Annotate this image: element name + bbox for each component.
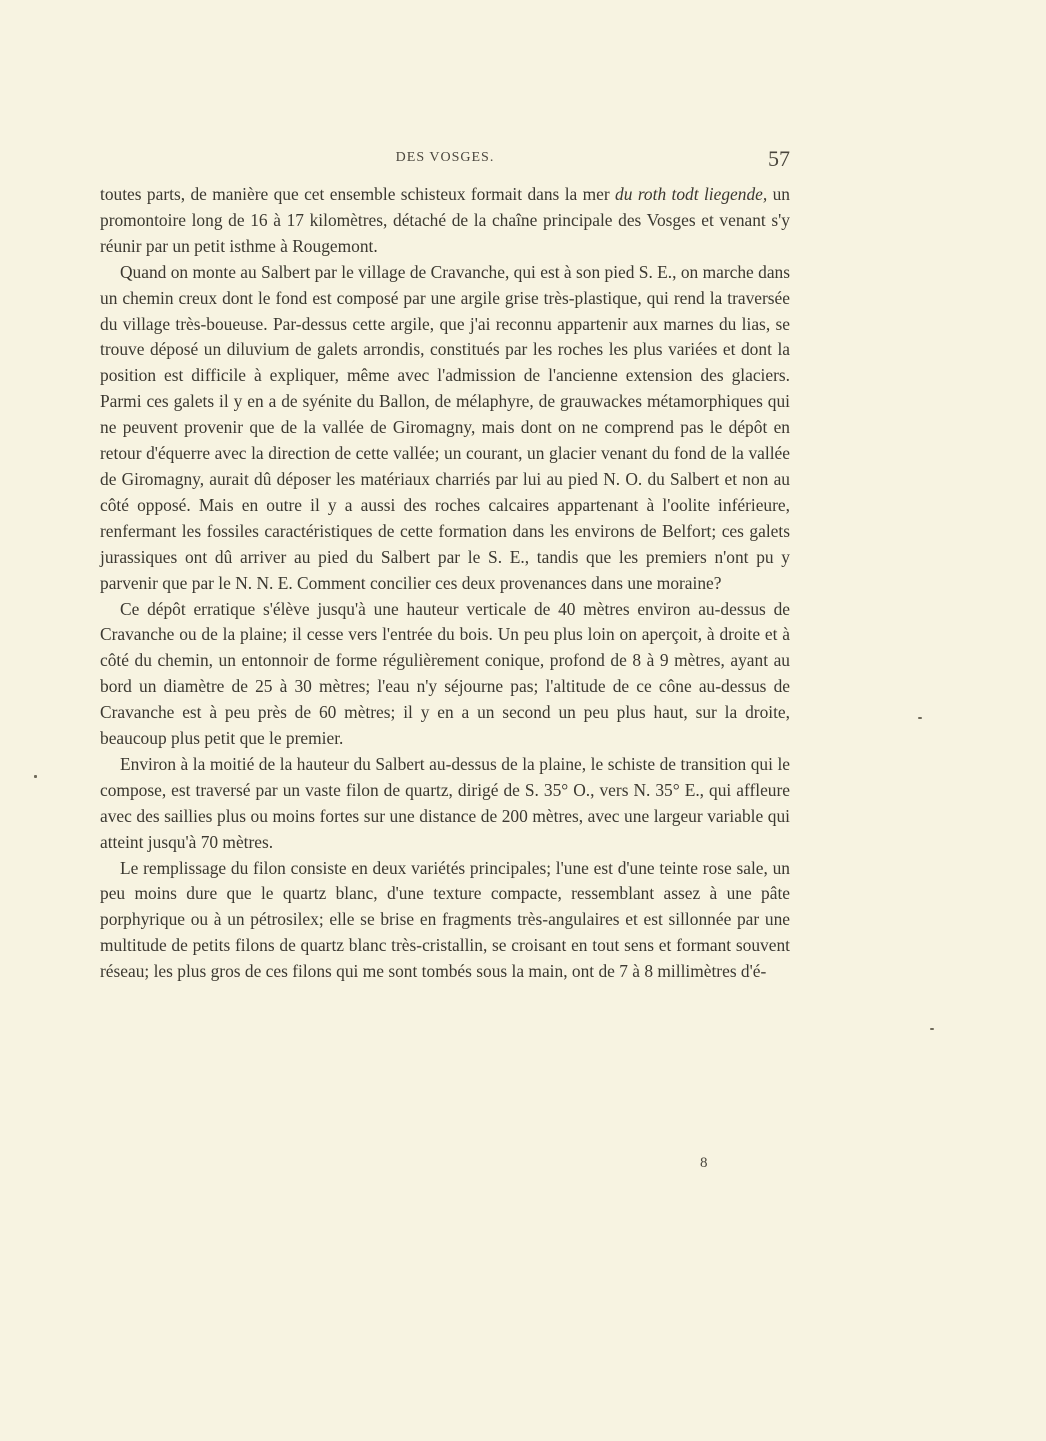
paragraph-1	[100, 182, 790, 260]
page-number: 57	[768, 146, 790, 171]
paragraph-5: Le remplissage du filon consiste en deux variétés principales; l'une est d'une teinte rose sale, un peu moins dure que le quartz blanc, d'une texture compacte, ressemblant assez à une pâte porphyrique ou à un pétrosilex; elle se brise en fragments très-angulaires et est sillonnée par une multitude de petits filons de quartz blanc très-cristallin, se croisant en tout sens et formant souvent réseau; les plus gros de ces filons qui me sont tombés sous la main, ont de 7 à 8 millimètres d'é-	[100, 857, 790, 982]
running-head	[100, 148, 790, 170]
margin-speck	[918, 717, 922, 719]
paragraph-2: Quand on monte au Salbert par le village de Cravanche, qui est à son pied S. E., on marche dans un chemin creux dont le fond est composé par une argile grise très-plastique, qui rend la traversée du village très-boueuse. Par-dessus cette argile, que j'ai reconnu appartenir aux marnes du lias, se trouve déposé un diluvium de galets arrondis, constitués par les roches les plus variées et dont la position est difficile à expliquer, même avec l'admission de l'ancienne extension des glaciers. Parmi ces galets il y en a de syénite du Ballon, de mélaphyre, de grauwackes métamorphiques qui ne peuvent provenir que de la vallée de Giromagny, mais dont on ne comprend pas le dépôt en retour d'équerre avec la direction de cette vallée; un courant, un glacier venant du fond de la vallée de Giromagny, aurait dû déposer les matériaux charriés par lui au pied N. O. du Salbert et non au côté opposé. Mais en outre il y a aussi des roches calcaires appartenant à l'oolite inférieure, renfermant les fossiles caractéristiques de cette formation dans les environs de Belfort; ces galets jurassiques ont dû arriver au pied du Salbert par le S. E., tandis que les premiers n'ont pu y parvenir que par le N. N. E. Comment concilier ces deux provenances dans une moraine?	[100, 261, 790, 593]
paragraph-4: Environ à la moitié de la hauteur du Salbert au-dessus de la plaine, le schiste de transition qui le compose, est traversé par un vaste filon de quartz, dirigé de S. 35° O., vers N. 35° E., qui affleure avec des saillies plus ou moins fortes sur une distance de 200 mètres, avec une largeur variable qui atteint jusqu'à 70 mètres.	[100, 753, 790, 852]
body-text	[100, 182, 790, 985]
paragraph-1-italic-phrase: du roth todt liegende,	[615, 184, 768, 204]
margin-speck	[34, 775, 37, 778]
paragraph-1-text-a: toutes parts, de manière que cet ensemble schisteux formait dans la mer	[100, 184, 616, 204]
paragraph-1-text-b: un promontoire long de 16 à 17 kilomètres, détaché de la chaîne principale des Vosges et venant s'y réunir par un petit isthme à Rougemont.	[100, 184, 790, 256]
margin-speck	[930, 1028, 934, 1030]
book-page	[100, 148, 790, 985]
paragraph-3: Ce dépôt erratique s'élève jusqu'à une hauteur verticale de 40 mètres environ au-dessus de Cravanche ou de la plaine; il cesse vers l'entrée du bois. Un peu plus loin on aperçoit, à droite et à côté du chemin, un entonnoir de forme régulièrement conique, profond de 8 à 9 mètres, ayant au bord un diamètre de 25 à 30 mètres; l'eau n'y séjourne pas; l'altitude de ce cône au-dessus de Cravanche est à peu près de 60 mètres; il y en a un second un peu plus haut, sur la droite, beaucoup plus petit que le premier.	[100, 598, 790, 749]
running-title: DES VOSGES.	[395, 150, 495, 165]
signature-mark: 8	[700, 1155, 708, 1171]
